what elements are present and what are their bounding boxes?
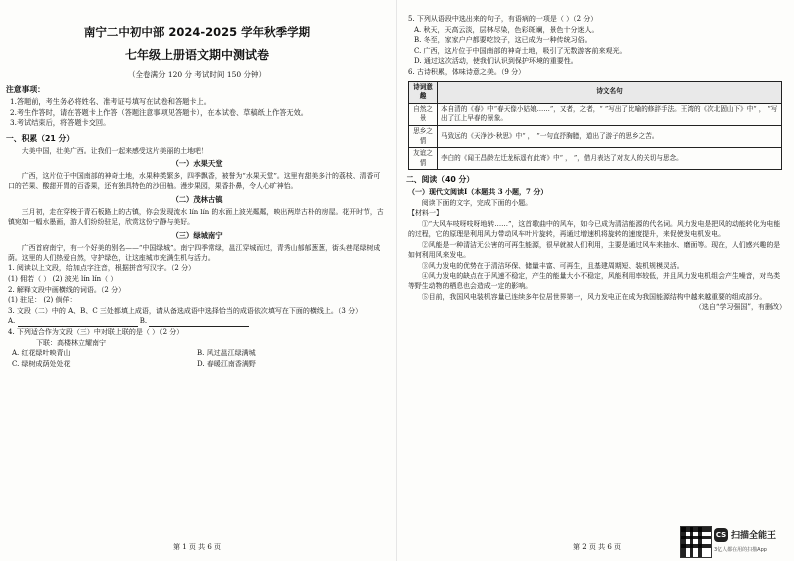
table-cell: 自然之景 — [409, 103, 438, 125]
poem-table — [408, 81, 782, 171]
reading-prompt: 阅读下面的文字，完成下面的小题。 — [421, 198, 533, 207]
notice-heading: 注意事项： — [6, 85, 45, 94]
subsection-heading: （三）绿城南宁 — [171, 230, 223, 240]
question: 2. 解释文段中画横线的词语。（2 分） — [8, 285, 126, 294]
option-d: D. 春暖江南香满野 — [197, 359, 256, 368]
table-header-row — [409, 81, 782, 103]
section-2-heading: 二、阅读（40 分） — [406, 175, 475, 185]
page-divider — [396, 0, 397, 561]
notice-item: 3.考试结束后，将答题卡交回。 — [10, 118, 111, 127]
question-blanks: (1) 佣若（ ） (2) 波光 lín lín（ ） — [8, 274, 118, 283]
paragraph: 广西首府南宁，有一个好美的别名——“中国绿城”。南宁四季常绿，邕江穿城而过，青秀山郁郁葱葱，街头巷尾绿树成荫。这里的人们热爱自然，守护绿色，让这座城市充满生机与活力。 — [8, 243, 381, 262]
reading-paragraph: ⑤目前，我国风电装机容量已连续多年位居世界第一，风力发电正在成为我国能源结构中越来越重要的组成部分。 — [421, 292, 767, 301]
question: 4. 下列适合作为文段（三）中对联上联的是（ ）（2 分） — [8, 327, 184, 336]
table-cell: 友谊之情 — [409, 148, 438, 170]
qr-code-icon — [680, 526, 712, 558]
reading-subheading: （一）现代文阅读Ⅰ（本题共 3 小题，7 分） — [408, 187, 548, 197]
reading-paragraph: ②风能是一种清洁无公害的可再生能源，很早就被人们利用，主要是通过风车来抽水、磨面等。现在，人们感兴趣的是如何利用风来发电。 — [408, 240, 781, 260]
option-d: D. 通过这次活动，使我们认识到保护环境的重要性。 — [414, 57, 578, 66]
reading-paragraph: ④风力发电的缺点在于风速不稳定，产生的能量大小不稳定，风能利用率较低，并且风力发电机组会产生噪音，对鸟类等野生动物的栖息也会造成一定的影响。 — [408, 271, 781, 291]
option-c: C. 绿树成荫处处花 — [12, 359, 71, 368]
answer-lines: A. B. — [8, 316, 386, 327]
paragraph: 广西，这片位于中国南部的神奇土地，水果种类繁多，四季飘香，被誉为“水果天堂”。这里有甜美多汁的荔枝、清香可口的芒果、酸甜开胃的百香果，还有独具特色的沙田柚。漫步果园，果香扑鼻，令人心旷神怡。 — [8, 171, 381, 191]
table-cell: 马致远的《天净沙·秋思》中“ ， ”一句直抒胸臆，道出了游子的思乡之苦。 — [438, 125, 782, 147]
table-row — [409, 103, 782, 125]
table-cell: 李白的《闻王昌龄左迁龙标遥有此寄》中“ ， ”，借月表达了对友人的关切与思念。 — [438, 148, 782, 170]
source-note: （选自“学习强国”，有删改） — [694, 303, 786, 312]
table-header: 诗词意趣 — [409, 81, 438, 103]
reading-paragraph: ①“大风车吱呀吱呀地转……”，这首歌曲中的风车，如今已成为清洁能源的代名词。风力发电是把风的动能转化为电能的过程，它的原理是利用风力带动风车叶片旋转，再通过增速机将旋转的速度提升，来促使发电机发电。 — [408, 219, 781, 239]
page-footer: 第 2 页 共 6 页 — [572, 543, 622, 551]
scanner-watermark — [680, 526, 794, 560]
scanner-app-name: 扫描全能王 — [731, 531, 777, 541]
school-title: 南宁二中初中部 2024-2025 学年秋季学期 — [83, 25, 311, 39]
notice-item: 2.考生作答时，请在答题卡上作答（答题注意事项见答题卡），在本试卷、草稿纸上作答无效。 — [10, 107, 308, 117]
section-1-heading: 一、积累（21 分） — [6, 133, 75, 143]
reading-paragraph: ③风力发电的优势在于清洁环保、储量丰富、可再生，且基建周期短、装机规模灵活。 — [421, 261, 684, 270]
table-cell: 本自清的《春》中“春天像小姑娘……”，又者，之者，“ ”写出了比喻的修辞手法。王湾的《次北固山下》中“ ， ”写出了江上早春的景象。 — [438, 103, 782, 125]
question-blanks: (1) 驻足： (2) 倘佯： — [8, 296, 77, 305]
table-row — [409, 148, 782, 170]
page-2 — [406, 6, 788, 554]
table-row — [409, 125, 782, 147]
option-b: B. 冬至，家家户户都要吃饺子，这已成为一种传统习俗。 — [414, 36, 592, 45]
notice-item: 1.答题前，考生务必将姓名、准考证号填写在试卷和答题卡上。 — [10, 97, 211, 106]
option-c: C. 广西，这片位于中国南部的神奇土地，吸引了无数游客前来观光。 — [414, 46, 627, 55]
intro-text: 大美中国，壮美广西。让我们一起来感受这片美丽的土地吧！ — [21, 146, 208, 155]
exam-meta: （全卷满分 120 分 考试时间 150 分钟） — [127, 70, 267, 79]
option-a: A. 红花绿叶映青山 — [12, 349, 71, 358]
paragraph: 三月初，走在穿梭于青石板路上的古镇，你会发现流水 lín lín 的水面上波光粼粼，映出两岸古朴的房屋。花开时节，古镇宛如一幅水墨画，游人们纷纷驻足，欣赏这份宁静与美好。 — [8, 207, 384, 227]
subsection-heading: （一）水果天堂 — [171, 158, 223, 168]
table-header: 诗文名句 — [438, 81, 782, 103]
question: 3. 文段（二）中的 A、B、C 三处都填上成语，请从备选成语中选择恰当的成语依次填写在下面的横线上。（3 分） — [8, 306, 363, 315]
option-a: A. 秋天，天高云淡，层林尽染，色彩斑斓，景色十分迷人。 — [414, 25, 599, 34]
exam-title: 七年级上册语文期中测试卷 — [124, 48, 269, 62]
couplet-options — [12, 348, 382, 369]
question: 1. 阅读以上文段，给加点字注音，根据拼音写汉字。（2 分） — [8, 264, 196, 273]
material-label: 【材料一】 — [408, 209, 443, 218]
page-footer: 第 1 页 共 6 页 — [172, 543, 222, 551]
table-cell: 思乡之情 — [409, 125, 438, 147]
camscanner-logo-icon: CS — [714, 528, 728, 542]
question: 6. 古诗积累，体味诗意之美。（9 分） — [408, 67, 526, 76]
couplet-lower: 下联：高楼林立耀南宁 — [36, 338, 106, 347]
option-b: B. 风过邕江绿满城 — [197, 349, 256, 358]
page-1 — [6, 6, 388, 554]
subsection-heading: （二）茂林古镇 — [171, 194, 223, 204]
question: 5. 下列从语段中选出来的句子，有语病的一项是（ ）（2 分） — [408, 15, 598, 23]
scanner-app-tagline: 3亿人都在用的扫描App — [714, 547, 767, 553]
